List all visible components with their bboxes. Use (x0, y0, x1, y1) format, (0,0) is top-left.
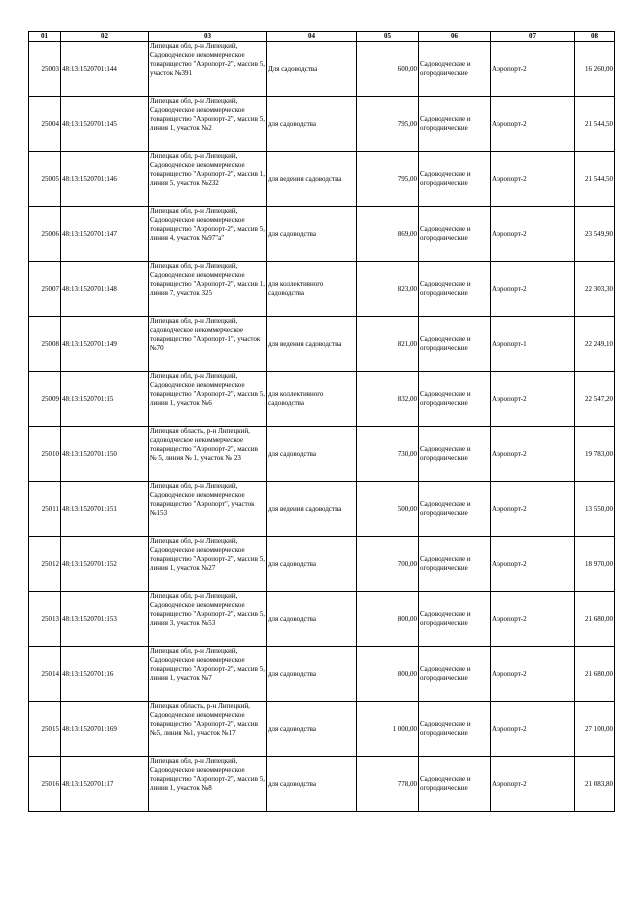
area-cell: 832,00 (357, 372, 419, 427)
location-name-cell: Аэропорт-2 (491, 152, 575, 207)
address-cell (149, 427, 267, 482)
table-row (29, 207, 615, 262)
cadastral-value-cell: 22 249,10 (575, 317, 615, 372)
row-number-cell: 25006 (29, 207, 61, 262)
address-text: Липецкая обл, р-н Липецкий, Садоводческое некоммерческое товарищество "Аэропорт-2", массив 5, линия 1, участок №8 (150, 757, 265, 792)
address-text: Липецкая область, р-н Липецкий, садоводческое некоммерческое товарищество "Аэропорт-2", массив № 5, линия № 1, участок № 23 (150, 427, 258, 462)
land-category-cell: Садоводческие и огороднические (419, 647, 491, 702)
row-number-cell: 25013 (29, 592, 61, 647)
address-text: Липецкая обл, р-н Липецкий, Садоводческое некоммерческое товарищество "Аэропорт-2", массив 1, линия 7, участок 325 (150, 262, 265, 297)
cadastral-number-cell: 48:13:1520701:151 (61, 482, 149, 537)
cadastral-number-cell: 48:13:1520701:17 (61, 757, 149, 812)
cadastral-value-cell: 21 083,80 (575, 757, 615, 812)
column-header: 01 (29, 32, 61, 42)
row-number-cell: 25011 (29, 482, 61, 537)
address-cell (149, 482, 267, 537)
cadastral-value-cell: 13 550,00 (575, 482, 615, 537)
table-row (29, 262, 615, 317)
land-category-cell: Садоводческие и огороднические (419, 702, 491, 757)
location-name-cell: Аэропорт-2 (491, 97, 575, 152)
cadastral-number-cell: 48:13:1520701:150 (61, 427, 149, 482)
cadastral-value-cell: 21 544,50 (575, 97, 615, 152)
cadastral-value-cell: 22 547,20 (575, 372, 615, 427)
cadastral-number-cell: 48:13:1520701:146 (61, 152, 149, 207)
table-row (29, 482, 615, 537)
address-cell (149, 757, 267, 812)
column-header: 04 (267, 32, 357, 42)
cadastral-number-cell: 48:13:1520701:153 (61, 592, 149, 647)
column-header: 07 (491, 32, 575, 42)
cadastral-number-cell: 48:13:1520701:15 (61, 372, 149, 427)
permitted-use-cell: Для садоводства (267, 42, 357, 97)
location-name-cell: Аэропорт-2 (491, 262, 575, 317)
address-cell (149, 97, 267, 152)
row-number-cell: 25004 (29, 97, 61, 152)
permitted-use-cell: для садоводства (267, 97, 357, 152)
address-cell (149, 592, 267, 647)
area-cell: 1 000,00 (357, 702, 419, 757)
permitted-use-cell: для садоводства (267, 647, 357, 702)
address-text: Липецкая обл, р-н Липецкий, Садоводческое некоммерческое товарищество "Аэропорт", участок №153 (150, 482, 255, 517)
cadastral-value-cell: 21 680,00 (575, 647, 615, 702)
table-row (29, 372, 615, 427)
address-cell (149, 647, 267, 702)
cadastral-value-cell: 22 303,30 (575, 262, 615, 317)
table-row (29, 592, 615, 647)
permitted-use-cell: для садоводства (267, 427, 357, 482)
address-cell (149, 372, 267, 427)
column-header: 08 (575, 32, 615, 42)
column-header: 05 (357, 32, 419, 42)
cadastral-value-cell: 19 783,00 (575, 427, 615, 482)
row-number-cell: 25010 (29, 427, 61, 482)
column-header: 06 (419, 32, 491, 42)
area-cell: 778,00 (357, 757, 419, 812)
cadastral-number-cell: 48:13:1520701:16 (61, 647, 149, 702)
permitted-use-cell: для ведения садоводства (267, 317, 357, 372)
land-category-cell: Садоводческие и огороднические (419, 97, 491, 152)
permitted-use-cell: для садоводства (267, 757, 357, 812)
land-category-cell: Садоводческие и огороднические (419, 757, 491, 812)
permitted-use-cell: для коллективного садоводства (267, 372, 357, 427)
location-name-cell: Аэропорт-2 (491, 647, 575, 702)
table-row (29, 42, 615, 97)
location-name-cell: Аэропорт-2 (491, 702, 575, 757)
land-category-cell: Садоводческие и огороднические (419, 42, 491, 97)
cadastral-number-cell: 48:13:1520701:149 (61, 317, 149, 372)
address-cell (149, 42, 267, 97)
area-cell: 800,00 (357, 592, 419, 647)
cadastral-value-cell: 21 680,00 (575, 592, 615, 647)
permitted-use-cell: для садоводства (267, 207, 357, 262)
row-number-cell: 25016 (29, 757, 61, 812)
cadastral-value-cell: 16 260,00 (575, 42, 615, 97)
address-text: Липецкая область, р-н Липецкий, Садоводческое некоммерческое товарищество "Аэропорт-2", массив №5, линия №1, участок №17 (150, 702, 258, 737)
area-cell: 800,00 (357, 647, 419, 702)
table-row (29, 647, 615, 702)
location-name-cell: Аэропорт-2 (491, 757, 575, 812)
address-text: Липецкая обл, р-н Липецкий, Садоводческое некоммерческое товарищество "Аэропорт-2", массив 5, линия 1, участок №2 (150, 97, 265, 132)
row-number-cell: 25014 (29, 647, 61, 702)
table-row (29, 152, 615, 207)
cadastral-number-cell: 48:13:1520701:148 (61, 262, 149, 317)
cadastral-number-cell: 48:13:1520701:144 (61, 42, 149, 97)
address-cell (149, 152, 267, 207)
location-name-cell: Аэропорт-2 (491, 482, 575, 537)
address-cell (149, 537, 267, 592)
row-number-cell: 25007 (29, 262, 61, 317)
address-text: Липецкая обл, р-н Липецкий, Садоводческое некоммерческое товарищество "Аэропорт-2", массив 5, линия 1, участок №27 (150, 537, 265, 572)
table-row (29, 757, 615, 812)
address-cell (149, 317, 267, 372)
area-cell: 700,00 (357, 537, 419, 592)
location-name-cell: Аэропорт-2 (491, 207, 575, 262)
address-text: Липецкая обл, р-н Липецкий, Садоводческое некоммерческое товарищество "Аэропорт-2", массив 1, линия 5, участок №232 (150, 152, 265, 187)
table-row (29, 317, 615, 372)
location-name-cell: Аэропорт-2 (491, 427, 575, 482)
permitted-use-cell: для садоводства (267, 592, 357, 647)
permitted-use-cell: для садоводства (267, 537, 357, 592)
land-category-cell: Садоводческие и огороднические (419, 427, 491, 482)
permitted-use-cell: для садоводства (267, 702, 357, 757)
row-number-cell: 25008 (29, 317, 61, 372)
table-row (29, 537, 615, 592)
area-cell: 600,00 (357, 42, 419, 97)
column-header: 02 (61, 32, 149, 42)
land-category-cell: Садоводческие и огороднические (419, 262, 491, 317)
location-name-cell: Аэропорт-2 (491, 537, 575, 592)
cadastral-value-cell: 27 100,00 (575, 702, 615, 757)
land-category-cell: Садоводческие и огороднические (419, 152, 491, 207)
land-category-cell: Садоводческие и огороднические (419, 537, 491, 592)
land-category-cell: Садоводческие и огороднические (419, 372, 491, 427)
permitted-use-cell: для ведения садоводства (267, 152, 357, 207)
column-header: 03 (149, 32, 267, 42)
land-category-cell: Садоводческие и огороднические (419, 317, 491, 372)
address-cell (149, 207, 267, 262)
area-cell: 821,00 (357, 317, 419, 372)
permitted-use-cell: для ведения садоводства (267, 482, 357, 537)
cadastral-value-cell: 18 970,00 (575, 537, 615, 592)
address-text: Липецкая обл, р-н Липецкий, садоводческое некоммерческое товарищество "Аэропорт-1", участок №70 (150, 317, 261, 352)
land-category-cell: Садоводческие и огороднические (419, 592, 491, 647)
table-row (29, 702, 615, 757)
cadastral-value-cell: 23 549,90 (575, 207, 615, 262)
row-number-cell: 25012 (29, 537, 61, 592)
location-name-cell: Аэропорт-2 (491, 372, 575, 427)
area-cell: 869,00 (357, 207, 419, 262)
row-number-cell: 25003 (29, 42, 61, 97)
address-text: Липецкая обл, р-н Липецкий, Садоводческое некоммерческое товарищество "Аэропорт-2", массив 5, линия 1, участок №7 (150, 647, 265, 682)
header-row (29, 32, 615, 42)
table-row (29, 427, 615, 482)
land-category-cell: Садоводческие и огороднические (419, 207, 491, 262)
cadastral-number-cell: 48:13:1520701:145 (61, 97, 149, 152)
land-plot-registry-table (28, 31, 615, 812)
row-number-cell: 25009 (29, 372, 61, 427)
address-cell (149, 262, 267, 317)
cadastral-value-cell: 21 544,50 (575, 152, 615, 207)
cadastral-number-cell: 48:13:1520701:169 (61, 702, 149, 757)
area-cell: 500,00 (357, 482, 419, 537)
cadastral-number-cell: 48:13:1520701:152 (61, 537, 149, 592)
row-number-cell: 25005 (29, 152, 61, 207)
address-text: Липецкая обл, р-н Липецкий, Садоводческое некоммерческое товарищество "Аэропорт-2", массив 5, линия 3, участок №53 (150, 592, 265, 627)
row-number-cell: 25015 (29, 702, 61, 757)
cadastral-number-cell: 48:13:1520701:147 (61, 207, 149, 262)
area-cell: 795,00 (357, 97, 419, 152)
table-row (29, 97, 615, 152)
address-text: Липецкая обл, р-н Липецкий, Садоводческое некоммерческое товарищество "Аэропорт-2", массив 5, линия 4, участок №97"а" (150, 207, 265, 242)
location-name-cell: Аэропорт-2 (491, 42, 575, 97)
location-name-cell: Аэропорт-1 (491, 317, 575, 372)
area-cell: 823,00 (357, 262, 419, 317)
address-text: Липецкая обл, р-н Липецкий, Садоводческое некоммерческое товарищество "Аэропорт-2", массив 5, линия 1, участок №6 (150, 372, 265, 407)
permitted-use-cell: для коллективного садоводства (267, 262, 357, 317)
area-cell: 795,00 (357, 152, 419, 207)
area-cell: 730,00 (357, 427, 419, 482)
location-name-cell: Аэропорт-2 (491, 592, 575, 647)
land-category-cell: Садоводческие и огороднические (419, 482, 491, 537)
address-cell (149, 702, 267, 757)
address-text: Липецкая обл, р-н Липецкий, Садоводческое некоммерческое товарищество "Аэропорт-2", массив 5, участок №391 (150, 42, 265, 77)
